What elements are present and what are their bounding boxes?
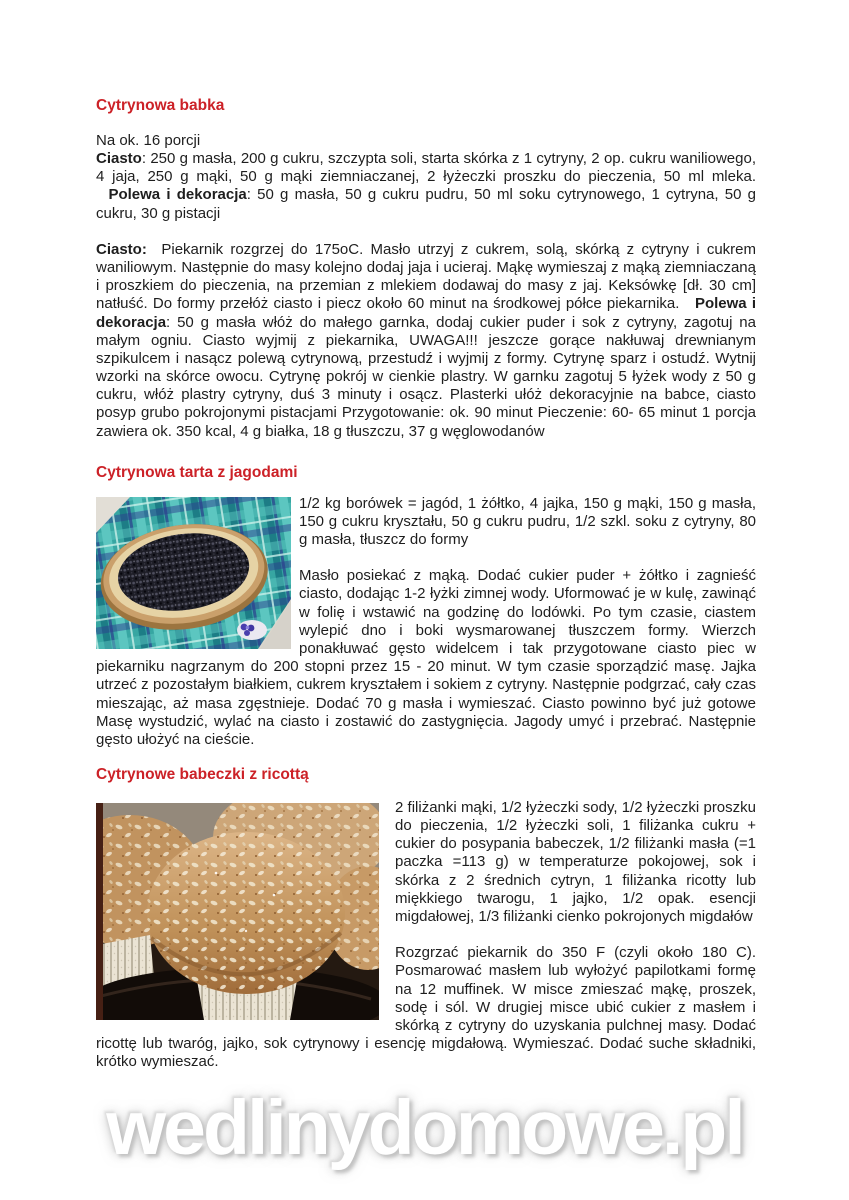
recipe-title-tarta: Cytrynowa tarta z jagodami: [96, 463, 298, 481]
watermark: wedlinydomowe.pl: [106, 1085, 743, 1171]
glaze-label: Polewa i dekoracja: [108, 186, 247, 204]
blueberry-tart-illustration: [96, 497, 291, 649]
tarta-method-paragraph: Masło posiekać z mąką. Dodać cukier puder + żółtko i zagnieść ciasto, dodając 1-2 łyżki zimnej wody. Uformować je w kulę, zawinąć w folię i wstawić na godzinę do lodówki. Po tym czasie, ciastem wylepić dno i boki wysmarowanej tłuszczem formy. Wierzch ponakłuwać gęsto widelcem i tak przygotowane ciasto piec w piekarniku nagrzanym do 200 stopni przez 15 - 20 minut. W tym czasie sporządzić masę. Jajka utrzeć z pozostałym białkiem, cukrem kryształem i sokiem z cytryny. Następnie podgrzać, cały czas mieszając, aż masa zgęstnieje. Dodać 70 g masła i wymieszać. Ciasto powinno być już gotowe Masę wystudzić, wylać na ciasto i zostawić do zastygnięcia. Jagody umyć i przebrać. Następnie gęsto ułożyć na cieście.: [96, 567, 756, 748]
servings-line: Na ok. 16 porcji: [96, 131, 201, 149]
recipe-title-babeczki: Cytrynowe babeczki z ricottą: [96, 766, 309, 784]
method-dough-text: Piekarnik rozgrzej do 175oC. Masło utrzyj z cukrem, solą, skórką z cytryny i cukrem waniliowym. Następnie do masy kolejno dodaj jaja i ucieraj. Mąkę wymieszaj z mąką ziemniaczaną i proszkiem do pieczenia, na przemian z mlekiem dodawaj do masy z jaj. Keksówkę [dł. 30 cm] natłuść. Do formy przełóż ciasto i piecz około 60 minut na środkowej półce piekarnika.: [96, 240, 756, 313]
recipe-section-tarta: [96, 464, 756, 749]
almond-muffins-photo: [96, 803, 379, 1020]
method-glaze-label: Polewa i dekoracja: [96, 295, 756, 331]
recipe-title-babka: Cytrynowa babka: [96, 97, 225, 114]
glaze-text: : 50 g masła, 50 g cukru pudru, 50 ml soku cytrynowego, 1 cytryna, 50 g cukru, 30 g pistacji: [96, 186, 756, 222]
document-content: [96, 97, 756, 1072]
ingredients-label: Ciasto: [96, 150, 142, 167]
babeczki-ingredients-paragraph: 2 filiżanki mąki, 1/2 łyżeczki sody, 1/2 łyżeczki proszku do pieczenia, 1/2 łyżeczki soli, 1 filiżanka cukru + cukier do posypania babeczek, 1/2 filiżanki masła (=1 paczka =113 g) w temperaturze pokojowej, sok i skórka z 2 średnich cytryn, 1 filiżanka ricotty lub miękkiego twarogu, 1 jajko, 1/2 opak. esencji migdałowej, 1/3 filiżanki cienko pokrojonych migdałów: [395, 798, 756, 925]
recipe-section-babka: [96, 97, 756, 441]
babeczki-method-paragraph: Rozgrzać piekarnik do 350 F (czyli około 180 C). Posmarować masłem lub wyłożyć papilotkami formę na 12 muffinek. W misce zmieszać mąkę, proszek, sodę i sól. W drugiej misce ubić cukier z masłem i skórką z cytryny do uzyskania pulchnej masy. Dodać ricottę lub twaróg, jajko, sok cytrynowy i esencję migdałową. Wymieszać. Dodać suche składniki, krótko wymieszać.: [96, 944, 756, 1071]
babka-method-paragraph: [96, 241, 756, 441]
method-dough-label: Ciasto:: [96, 240, 147, 258]
babka-ingredients-paragraph: [96, 150, 756, 223]
blueberry-tart-photo: [96, 497, 291, 649]
tarta-ingredients-paragraph: 1/2 kg borówek = jagód, 1 żółtko, 4 jajka, 150 g mąki, 150 g masła, 150 g cukru kryształu, 50 g cukru pudru, 1/2 szkl. soku z cytryny, 80 g masła, tłuszcz do formy: [299, 494, 756, 548]
ingredients-text: : 250 g masła, 200 g cukru, szczypta soli, starta skórka z 1 cytryny, 2 op. cukru waniliowego, 4 jaja, 250 g mąki, 50 g mąki ziemniaczanej, 2 łyżeczki proszku do pieczenia, 50 ml mleka.: [96, 150, 756, 204]
method-glaze-text: : 50 g masła włóż do małego garnka, dodaj cukier puder i sok z cytryny, zagotuj na małym ogniu. Ciasto wyjmij z piekarnika, UWAGA!!! jeszcze gorące nakłuwaj drewnianym szpikulcem i nasącz polewą cytrynową, przestudź i wyjmij z formy. Cytrynę sparz i ostudź. Wytnij wzorki na skórce owocu. Cytrynę pokrój w cienkie plastry. W garnku zagotuj 5 łyżek wody z 50 g cukru, włóż plastry cytryny, duś 3 minuty i osącz. Plasterki ułóż dekoracyjnie na babce, ciasto posyp grubo pokrojonymi pistacjami Przygotowanie: ok. 90 minut Pieczenie: 60- 65 minut 1 porcja zawiera ok. 350 kcal, 4 g białka, 18 g tłuszczu, 37 g węglowodanów: [96, 313, 756, 440]
recipe-section-babeczki: [96, 766, 756, 1071]
almond-muffins-illustration: [96, 803, 379, 1020]
